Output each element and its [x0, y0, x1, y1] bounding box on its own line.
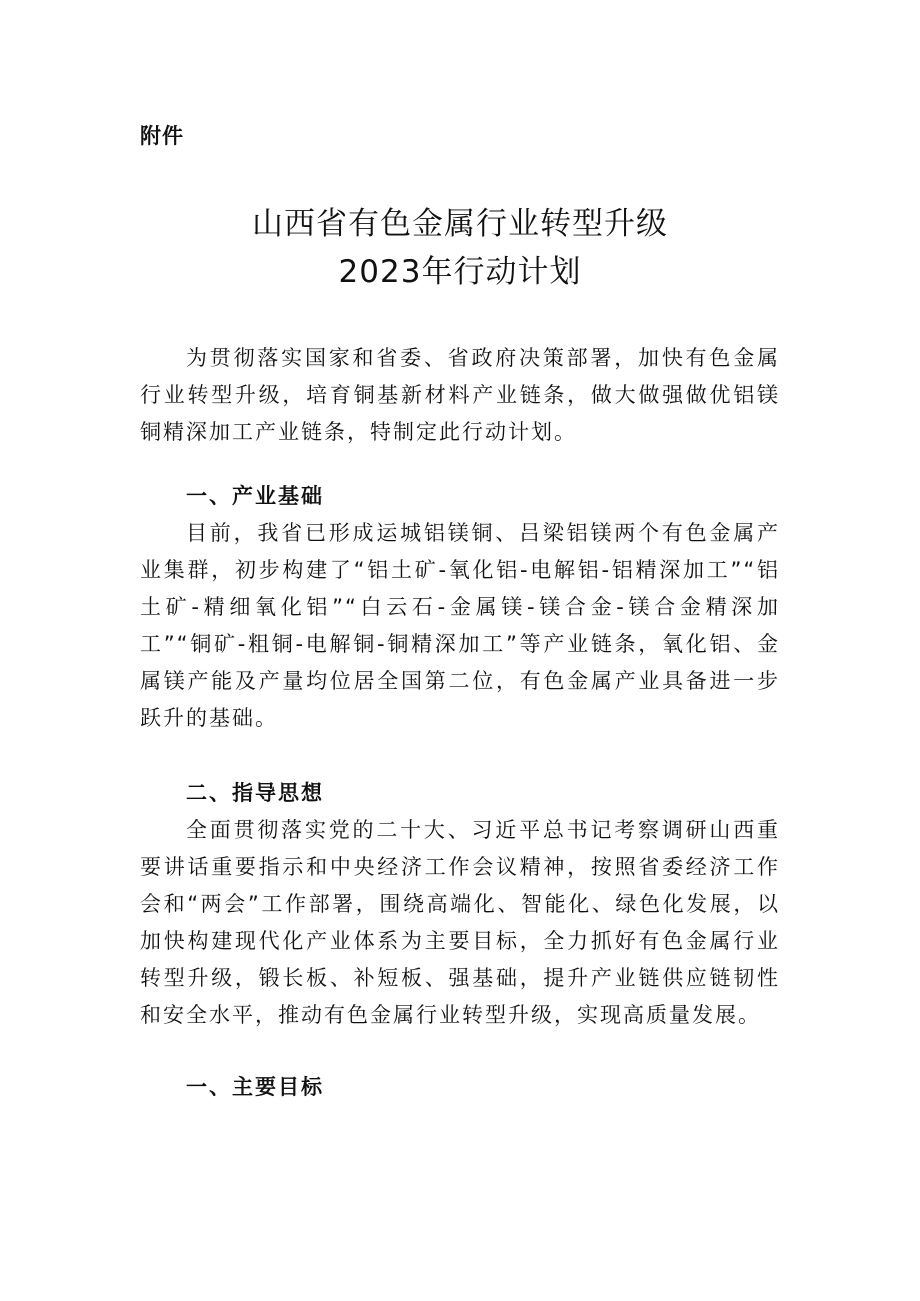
document-title-line-2: 2023年行动计划 [338, 254, 582, 290]
section-paragraph-industry-basis: 目前，我省已形成运城铝镁铜、吕梁铝镁两个有色金属产业集群，初步构建了“铝土矿-氧化铝-电解铝-铝精深加工”“铝土矿-精细氧化铝”“白云石-金属镁-镁合金-镁合金精深加工”“铜矿-粗铜-电解铜-铜精深加工”等产业链条，氧化铝、金属镁产能及产量均位居全国第二位，有色金属产业具备进一步跃升的基础。 [140, 521, 780, 730]
intro-paragraph: 为贯彻落实国家和省委、省政府决策部署，加快有色金属行业转型升级，培育铜基新材料产业链条，做大做强做优铝镁铜精深加工产业链条，特制定此行动计划。 [140, 346, 780, 444]
attachment-label: 附件 [140, 124, 184, 148]
section-paragraph-guiding-ideology: 全面贯彻落实党的二十大、习近平总书记考察调研山西重要讲话重要指示和中央经济工作会议精神，按照省委经济工作会和“两会”工作部署，围绕高端化、智能化、绿色化发展，以加快构建现代化产业体系为主要目标，全力抓好有色金属行业转型升级，锻长板、补短板、强基础，提升产业链供应链韧性和安全水平，推动有色金属行业转型升级，实现高质量发展。 [140, 818, 780, 1027]
document-title-line-1: 山西省有色金属行业转型升级 [252, 206, 668, 242]
section-heading-guiding-ideology: 二、指导思想 [186, 781, 324, 805]
section-heading-main-goals: 一、主要目标 [186, 1075, 324, 1099]
section-heading-industry-basis: 一、产业基础 [186, 484, 324, 508]
